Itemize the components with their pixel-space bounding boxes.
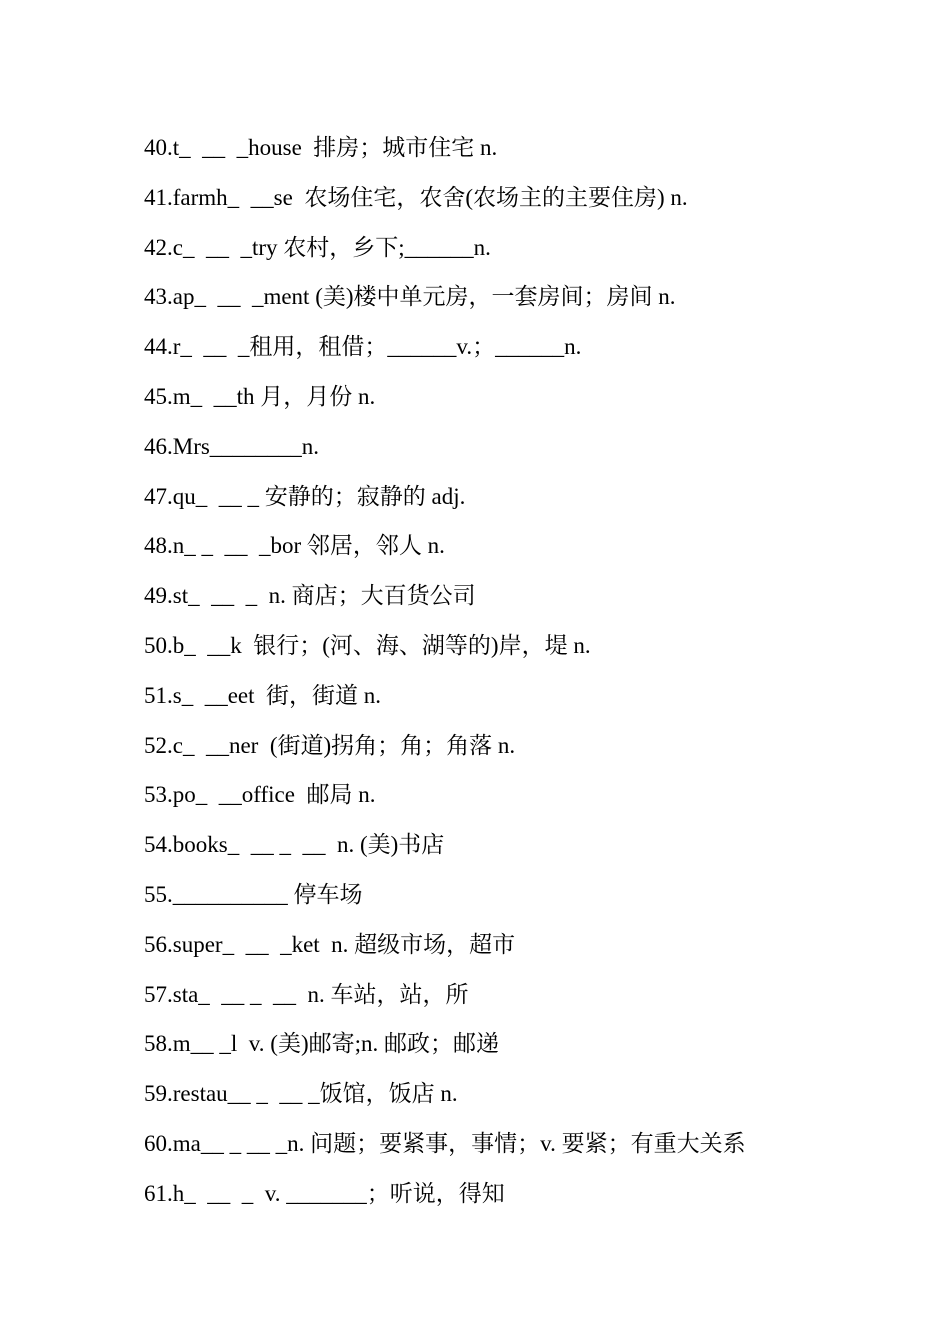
vocab-line-47 (144, 479, 924, 529)
vocab-line-53 (144, 777, 924, 827)
vocab-text: 58.m__ _l v. (美)邮寄;n. 邮政；邮递 (144, 1031, 499, 1057)
vocab-text: 50.b_ __k 银行；(河、海、湖等的)岸，堤 n. (144, 632, 591, 658)
vocab-text: 42.c_ __ _try 农村，乡下;______n. (144, 234, 491, 260)
vocab-text: 52.c_ __ner (街道)拐角；角；角落 n. (144, 732, 516, 758)
vocab-line-55 (144, 877, 924, 927)
vocab-line-43 (144, 279, 924, 329)
vocab-line-44 (144, 329, 924, 379)
vocab-text: 44.r_ __ _租用，租借；______v.；______n. (144, 334, 582, 360)
vocab-text: 47.qu_ __ _ 安静的；寂静的 adj. (144, 483, 466, 509)
vocab-line-59 (144, 1076, 924, 1126)
vocab-line-48 (144, 528, 924, 578)
vocab-text: 54.books_ __ _ __ n. (美)书店 (144, 832, 445, 858)
vocab-line-52 (144, 728, 924, 778)
vocab-line-61 (144, 1176, 924, 1226)
vocab-text: 40.t_ __ _house 排房；城市住宅 n. (144, 135, 498, 160)
vocab-line-46 (144, 429, 924, 479)
vocab-line-50 (144, 628, 924, 678)
vocab-text: 53.po_ __office 邮局 n. (144, 782, 376, 808)
vocab-line-60 (144, 1126, 924, 1176)
vocab-line-54 (144, 827, 924, 877)
vocab-text: 60.ma__ _ __ _n. 问题；要紧事，事情；v. 要紧；有重大关系 (144, 1130, 746, 1156)
vocab-text: 56.super_ __ _ket n. 超级市场，超市 (144, 931, 516, 957)
vocab-text: 49.st_ __ _ n. 商店；大百货公司 (144, 583, 476, 609)
vocab-text: 45.m_ __th 月，月份 n. (144, 383, 376, 409)
vocab-text: 61.h_ __ _ v. _______；听说，得知 (144, 1180, 505, 1206)
vocab-line-40 (144, 130, 924, 180)
vocab-line-51 (144, 678, 924, 728)
vocab-text: 41.farmh_ __se 农场住宅，农舍(农场主的主要住房) n. (144, 184, 688, 210)
vocabulary-list (144, 130, 924, 1226)
vocab-line-41 (144, 180, 924, 230)
vocab-text: 46.Mrs________n. (144, 433, 320, 459)
vocab-text: 59.restau__ _ __ _饭馆，饭店 n. (144, 1081, 458, 1107)
vocab-line-56 (144, 927, 924, 977)
vocab-text: 55.__________ 停车场 (144, 881, 363, 907)
vocab-line-45 (144, 379, 924, 429)
vocab-text: 51.s_ __eet 街，街道 n. (144, 682, 382, 708)
vocab-text: 43.ap_ __ _ment (美)楼中单元房，一套房间；房间 n. (144, 284, 676, 310)
vocab-text: 48.n_ _ __ _bor 邻居，邻人 n. (144, 533, 445, 559)
vocab-line-49 (144, 578, 924, 628)
vocab-line-57 (144, 977, 924, 1027)
vocab-line-58 (144, 1026, 924, 1076)
vocab-text: 57.sta_ __ _ __ n. 车站，站，所 (144, 981, 469, 1007)
vocab-line-42 (144, 230, 924, 280)
